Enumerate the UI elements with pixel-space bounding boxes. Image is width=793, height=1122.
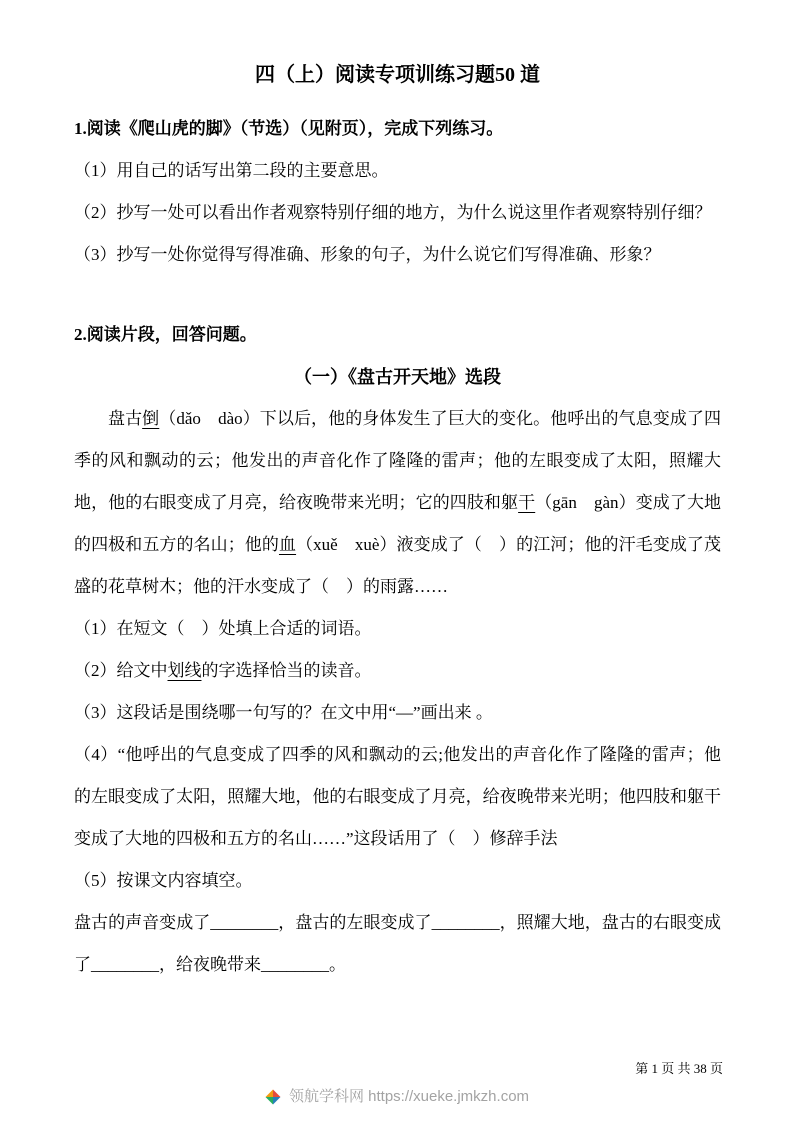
question2-item-4: （4）“他呼出的气息变成了四季的风和飘动的云;他发出的声音化作了隆隆的雷声；他的左眼变成了太阳，照耀大地，他的右眼变成了月亮，给夜晚带来光明；他四肢和躯干变成了大地的四极和五方的名山……”这段话用了（ ）修辞手法 <box>74 745 721 848</box>
question2-heading: 2.阅读片段，回答问题。 <box>74 325 257 344</box>
page-title: 四（上）阅读专项训练习题50 道 <box>255 64 540 86</box>
item2-segment: 的字选择恰当的读音。 <box>201 661 372 680</box>
question1-item-1: （1）用自己的话写出第二段的主要意思。 <box>74 161 389 180</box>
site-logo-icon <box>264 1088 282 1106</box>
item2-segment: （2）给文中 <box>74 661 168 680</box>
question2-item-2 <box>74 650 721 692</box>
passage-segment: （dǎo dào）下以后，他的身体发生了巨大的变化。他呼出的气息变成了四季的风和飘动的云；他发出的声音化作了隆隆的雷声；他的左眼变成了太阳，照耀大地，他的右眼变成了月亮，给夜晚带来光明；它的四肢和躯 <box>74 409 722 512</box>
question2-item-5: （5）按课文内容填空。 <box>74 871 253 890</box>
fill-blank-paragraph: 盘古的声音变成了________，盘古的左眼变成了________，照耀大地，盘古的右眼变成了________，给夜晚带来________。 <box>74 913 721 974</box>
question1-item-2: （2）抄写一处可以看出作者观察特别仔细的地方，为什么说这里作者观察特别仔细？ <box>74 203 712 222</box>
passage-segment: （xuě xuè）液变成了（ ）的江河；他的汗毛变成了茂盛的花草树木；他的汗水变成了（ ）的雨露…… <box>74 535 722 596</box>
passage-segment: 盘古 <box>108 409 143 428</box>
site-link: 领航学科网 https://xueke.jmkzh.com <box>288 1088 530 1105</box>
passage-segment: （gān gàn）变成了大地的四极和五方的名山；他的 <box>74 493 722 554</box>
question1-item-3: （3）抄写一处你觉得写得准确、形象的句子，为什么说它们写得准确、形象？ <box>74 245 661 264</box>
underlined-char-dao: 倒 <box>142 409 160 428</box>
underlined-char-gan: 干 <box>518 493 536 512</box>
passage-paragraph <box>74 398 721 608</box>
underlined-word-huaxian: 划线 <box>167 661 202 680</box>
question2-item-1: （1）在短文（ ）处填上合适的词语。 <box>74 619 372 638</box>
question1-heading: 1.阅读《爬山虎的脚》（节选）（见附页），完成下列练习。 <box>74 119 504 138</box>
footer-watermark <box>0 1086 793 1108</box>
page-number: 第 1 页 共 38 页 <box>635 1061 723 1076</box>
underlined-char-xue: 血 <box>278 535 297 554</box>
passage-title: （一）《盘古开天地》选段 <box>294 367 501 387</box>
question2-item-3: （3）这段话是围绕哪一句写的？在文中用“—”画出来 。 <box>74 703 493 722</box>
